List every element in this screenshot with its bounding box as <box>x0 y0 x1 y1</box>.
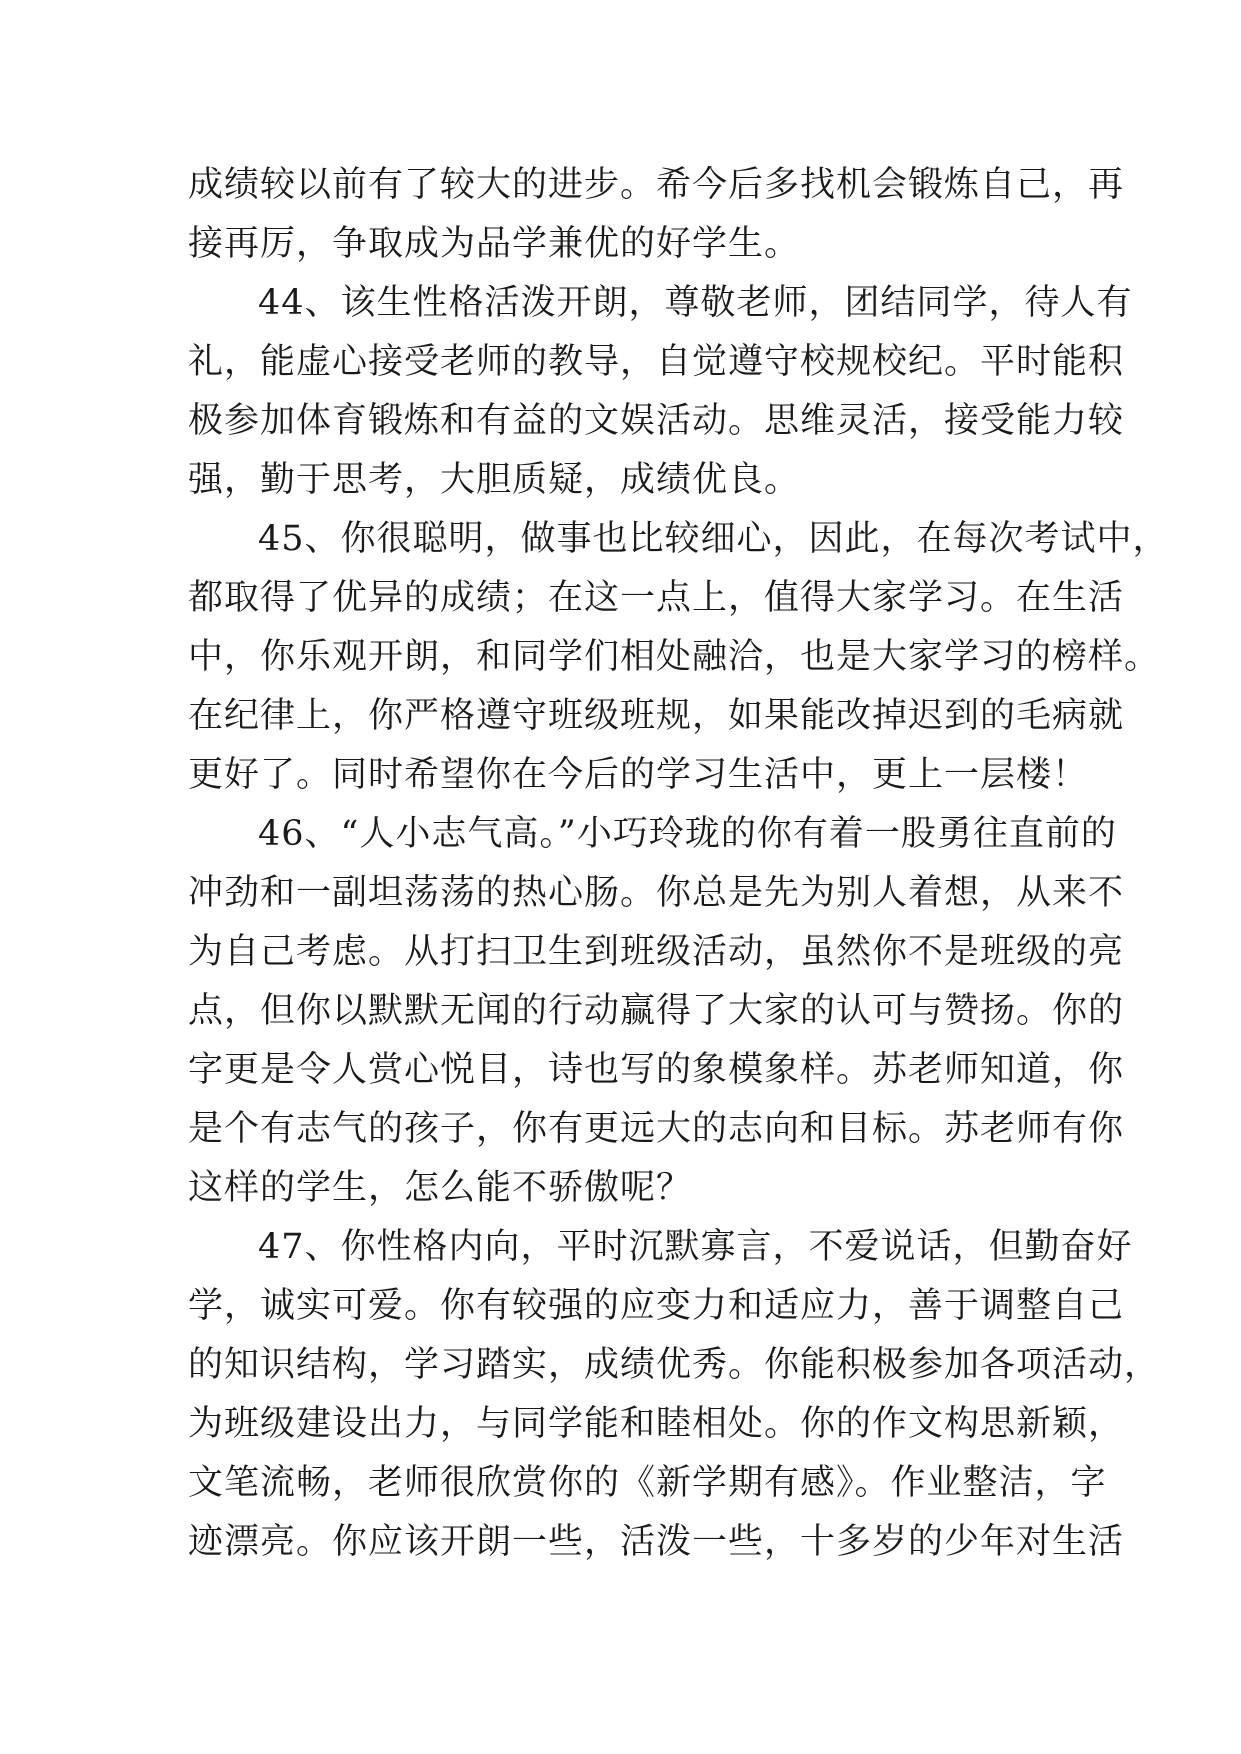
text-line: 在纪律上，你严格遵守班级班规，如果能改掉迟到的毛病就 <box>188 696 1125 736</box>
text-line: 极参加体育锻炼和有益的文娱活动。思维灵活，接受能力较 <box>188 401 1125 441</box>
paragraph-comment-44 <box>188 274 1133 510</box>
text-line: 的知识结构，学习踏实，成绩优秀。你能积极参加各项活动， <box>188 1345 1161 1385</box>
paragraph-comment-46 <box>188 805 1125 1218</box>
text-line: 礼，能虚心接受老师的教导，自觉遵守校规校纪。平时能积 <box>188 342 1125 382</box>
text-line: 学，诚实可爱。你有较强的应变力和适应力，善于调整自己 <box>188 1286 1125 1326</box>
text-line: 是个有志气的孩子，你有更远大的志向和目标。苏老师有你 <box>188 1109 1125 1149</box>
text-line: 字更是令人赏心悦目，诗也写的象模象样。苏老师知道，你 <box>188 1050 1125 1090</box>
text-line: 文笔流畅，老师很欣赏你的《新学期有感》。作业整洁，字 <box>188 1463 1107 1503</box>
text-line: 46、“人小志气高。”小巧玲珑的你有着一股勇往直前的 <box>258 814 1117 854</box>
paragraph-comment-45 <box>188 510 1169 805</box>
text-line: 强，勤于思考，大胆质疑，成绩优良。 <box>188 460 801 500</box>
text-line: 44、该生性格活泼开朗，尊敬老师，团结同学，待人有 <box>258 283 1133 323</box>
text-line: 47、你性格内向，平时沉默寡言，不爱说话，但勤奋好 <box>258 1227 1133 1267</box>
text-line: 更好了。同时希望你在今后的学习生活中，更上一层楼！ <box>188 755 1089 795</box>
text-line: 为班级建设出力，与同学能和睦相处。你的作文构思新颖， <box>188 1404 1125 1444</box>
text-line: 这样的学生，怎么能不骄傲呢？ <box>188 1168 693 1208</box>
text-line: 中，你乐观开朗，和同学们相处融洽，也是大家学习的榜样。 <box>188 637 1161 677</box>
paragraph-comment-47 <box>188 1218 1161 1572</box>
text-line: 接再厉，争取成为品学兼优的好学生。 <box>188 224 801 264</box>
text-line: 冲劲和一副坦荡荡的热心肠。你总是先为别人着想，从来不 <box>188 873 1125 913</box>
text-line: 迹漂亮。你应该开朗一些，活泼一些，十多岁的少年对生活 <box>188 1522 1125 1562</box>
paragraph-continuation <box>188 156 1125 274</box>
text-line: 成绩较以前有了较大的进步。希今后多找机会锻炼自己，再 <box>188 165 1125 205</box>
text-line: 都取得了优异的成绩；在这一点上，值得大家学习。在生活 <box>188 578 1125 618</box>
document-body <box>188 156 1169 1572</box>
text-line: 为自己考虑。从打扫卫生到班级活动，虽然你不是班级的亮 <box>188 932 1125 972</box>
text-line: 点，但你以默默无闻的行动赢得了大家的认可与赞扬。你的 <box>188 991 1125 1031</box>
text-line: 45、你很聪明，做事也比较细心，因此，在每次考试中， <box>258 519 1169 559</box>
